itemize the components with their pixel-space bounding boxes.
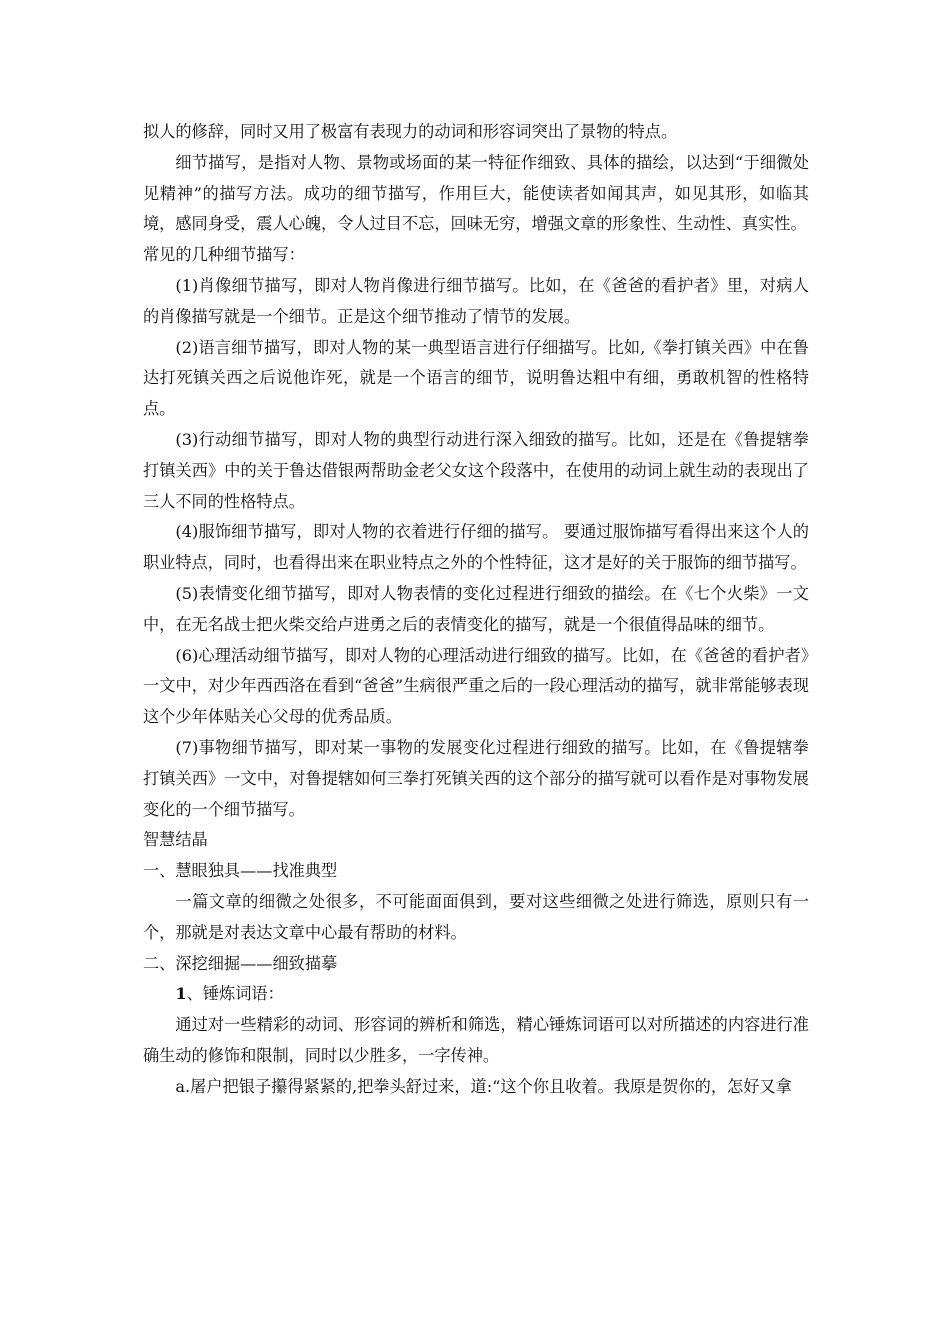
list-item-psychology: (6)心理活动细节描写，即对人物的心理活动进行细致的描写。比如，在《爸爸的看护者》一文中，对少年西西洛在看到“爸爸”生病很严重之后的一段心理活动的描写，就非常能够表现这个少年体贴关心父母的优秀品质。 — [143, 645, 809, 727]
subheading-refine-words — [143, 979, 809, 1010]
paragraph-continuation: 拟人的修辞，同时又用了极富有表现力的动词和形容词突出了景物的特点。 — [143, 122, 678, 141]
document-body — [143, 117, 809, 1103]
subheading-refine-words-text: 、锤炼词语： — [186, 984, 284, 1004]
list-item-clothing: (4)服饰细节描写，即对人物的衣着进行仔细的描写。 要通过服饰描写看得出来这个人的职业特点，同时，也看得出来在职业特点之外的个性特征，这才是好的关于服饰的细节描写。 — [143, 522, 809, 573]
list-item-portrait: (1)肖像细节描写，即对人物肖像进行细节描写。比如，在《爸爸的看护者》里，对病人的肖像描写就是一个细节。正是这个细节推动了情节的发展。 — [143, 275, 809, 326]
subheading-two: 二、深挖细掘——细致描摹 — [143, 953, 338, 973]
list-item-action: (3)行动细节描写，即对人物的典型行动进行深入细致的描写。比如，还是在《鲁提辖拳打镇关西》中的关于鲁达借银两帮助金老父女这个段落中，在使用的动词上就生动的表现出了三人不同的性格特点。 — [143, 429, 809, 511]
subheading-number: 1 — [175, 984, 187, 1004]
subheading-one: 一、慧眼独具——找准典型 — [143, 861, 338, 881]
list-item-object: (7)事物细节描写，即对某一事物的发展变化过程进行细致的描写。比如，在《鲁提辖拳打镇关西》一文中，对鲁提辖如何三拳打死镇关西的这个部分的描写就可以看作是对事物发展变化的一个细节描写。 — [143, 737, 809, 819]
paragraph-definition: 细节描写，是指对人物、景物或场面的某一特征作细致、具体的描绘，以达到“于细微处见精神”的描写方法。成功的细节描写，作用巨大，能使读者如闻其声，如见其形，如临其境，感同身受，震人心魄，令人过目不忘，回味无穷，增强文章的形象性、生动性、真实性。 — [143, 152, 809, 234]
example-quote: a.屠户把银子攥得紧紧的,把拳头舒过来，道:“这个你且收着。我原是贺你的，怎好又拿 — [175, 1076, 792, 1096]
section-heading-common-types: 常见的几种细节描写： — [143, 245, 305, 265]
paragraph-selection: 一篇文章的细微之处很多，不可能面面俱到，要对这些细微之处进行筛选，原则只有一个，那就是对表达文章中心最有帮助的材料。 — [143, 891, 809, 942]
list-item-language: (2)语言细节描写，即对人物的某一典型语言进行仔细描写。比如,《拳打镇关西》中在鲁达打死镇关西之后说他诈死，就是一个语言的细节，说明鲁达粗中有细，勇敢机智的性格特点。 — [143, 337, 809, 419]
section-heading-wisdom: 智慧结晶 — [143, 830, 208, 850]
paragraph-refine-words: 通过对一些精彩的动词、形容词的辨析和筛选，精心锤炼词语可以对所描述的内容进行准确生动的修饰和限制，同时以少胜多，一字传神。 — [143, 1015, 809, 1065]
list-item-expression: (5)表情变化细节描写，即对人物表情的变化过程进行细致的描绘。在《七个火柴》一文中，在无名战士把火柴交给卢进勇之后的表情变化的描写，就是一个很值得品味的细节。 — [143, 583, 809, 634]
